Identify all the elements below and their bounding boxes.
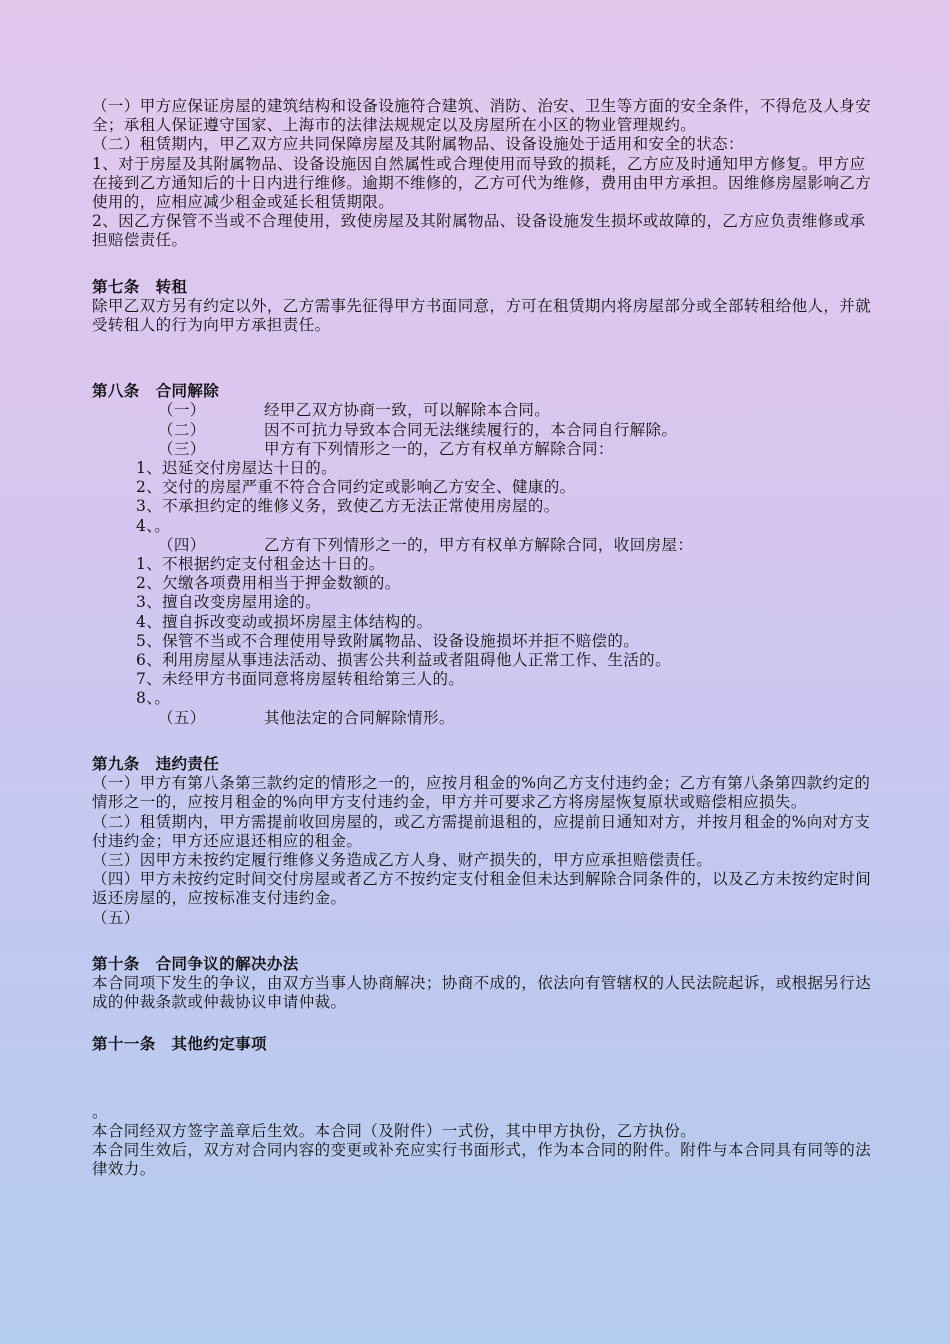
paragraph: 2、因乙方保管不当或不合理使用，致使房屋及其附属物品、设备设施发生损坏或故障的，乙方应负责维修或承担赔偿责任。 <box>92 212 866 250</box>
paragraph: （三）因甲方未按约定履行维修义务造成乙方人身、财产损失的，甲方应承担赔偿责任。 <box>92 850 713 869</box>
paragraph: 本合同经双方签字盖章后生效。本合同（及附件）一式份，其中甲方执份，乙方执份。 <box>92 1121 697 1140</box>
clause-number: （三） <box>158 439 206 458</box>
clause-number: （五） <box>158 708 206 727</box>
section-9-title: 第九条 违约责任 <box>92 754 220 773</box>
clause-number: （一） <box>158 401 206 420</box>
list-item: 2、交付的房屋严重不符合合同约定或影响乙方安全、健康的。 <box>136 478 576 497</box>
list-item: 8、。 <box>136 689 171 708</box>
paragraph: （二）租赁期内，甲乙双方应共同保障房屋及其附属物品、设备设施处于适用和安全的状态： <box>92 135 744 154</box>
clause-text: 甲方有下列情形之一的，乙方有权单方解除合同： <box>264 439 614 458</box>
paragraph: （二）租赁期内，甲方需提前收回房屋的，或乙方需提前退租的，应提前日通知对方，并按月租金的%向对方支付违约金；甲方还应退还相应的租金。 <box>92 812 871 850</box>
list-item: 6、利用房屋从事违法活动、损害公共利益或者阻碍他人正常工作、生活的。 <box>136 651 671 670</box>
clause-number: （四） <box>158 535 206 554</box>
list-item: 3、擅自改变房屋用途的。 <box>136 593 322 612</box>
clause-item <box>92 709 872 728</box>
list-item: 7、未经甲方书面同意将房屋转租给第三人的。 <box>136 670 465 689</box>
clause-text: 其他法定的合同解除情形。 <box>264 708 455 727</box>
clause-text: 经甲乙双方协商一致，可以解除本合同。 <box>264 401 551 420</box>
paragraph: 本合同项下发生的争议，由双方当事人协商解决；协商不成的，依法向有管辖权的人民法院起诉，或根据另行达成的仲裁条款或仲裁协议申请仲裁。 <box>92 973 872 1012</box>
section-8-title: 第八条 合同解除 <box>92 382 220 401</box>
clause-item <box>92 440 872 459</box>
paragraph: （一）甲方有第八条第三款约定的情形之一的，应按月租金的%向乙方支付违约金；乙方有第八条第四款约定的情形之一的，应按月租金的%向甲方支付违约金，甲方并可要求乙方将房屋恢复原状或赔偿相应损失。 <box>92 774 871 812</box>
paragraph: 除甲乙双方另有约定以外，乙方需事先征得甲方书面同意，方可在租赁期内将房屋部分或全部转租给他人，并就受转租人的行为向甲方承担责任。 <box>92 296 872 335</box>
list-item: 4、。 <box>136 516 171 535</box>
list-item: 1、不根据约定支付租金达十日的。 <box>136 555 385 574</box>
clause-item <box>92 401 872 420</box>
clause-number: （二） <box>158 420 206 439</box>
clause-text: 乙方有下列情形之一的，甲方有权单方解除合同，收回房屋： <box>264 535 694 554</box>
clause-item <box>92 536 872 555</box>
section-11-title: 第十一条 其他约定事项 <box>92 1035 267 1054</box>
paragraph: （五） <box>92 908 140 927</box>
list-item: 4、擅自拆改变动或损坏房屋主体结构的。 <box>136 612 433 631</box>
paragraph: 。 <box>92 1102 108 1121</box>
clause-text: 因不可抗力导致本合同无法继续履行的，本合同自行解除。 <box>264 420 678 439</box>
list-item: 1、迟延交付房屋达十日的。 <box>136 459 338 478</box>
paragraph: （四）甲方未按约定时间交付房屋或者乙方不按约定支付租金但未达到解除合同条件的，以及乙方未按约定时间返还房屋的，应按标准支付违约金。 <box>92 870 872 908</box>
paragraph: 1、对于房屋及其附属物品、设备设施因自然属性或合理使用而导致的损耗，乙方应及时通知甲方修复。甲方应在接到乙方通知后的十日内进行维修。逾期不维修的，乙方可代为维修，费用由甲方承担。因维修房屋影响乙方使用的，应相应减少租金或延长租赁期限。 <box>92 154 872 212</box>
paragraph: （一）甲方应保证房屋的建筑结构和设备设施符合建筑、消防、治安、卫生等方面的安全条件，不得危及人身安全；承租人保证遵守国家、上海市的法律法规规定以及房屋所在小区的物业管理规约。 <box>92 97 872 135</box>
list-item: 2、欠缴各项费用相当于押金数额的。 <box>136 574 401 593</box>
section-7-title: 第七条 转租 <box>92 277 188 296</box>
clause-item <box>92 421 872 440</box>
paragraph: 本合同生效后，双方对合同内容的变更或补充应实行书面形式，作为本合同的附件。附件与本合同具有同等的法律效力。 <box>92 1140 872 1179</box>
list-item: 5、保管不当或不合理使用导致附属物品、设备设施损坏并拒不赔偿的。 <box>136 631 640 650</box>
section-10-title: 第十条 合同争议的解决办法 <box>92 954 299 973</box>
list-item: 3、不承担约定的维修义务，致使乙方无法正常使用房屋的。 <box>136 497 560 516</box>
contract-body <box>92 97 872 1179</box>
